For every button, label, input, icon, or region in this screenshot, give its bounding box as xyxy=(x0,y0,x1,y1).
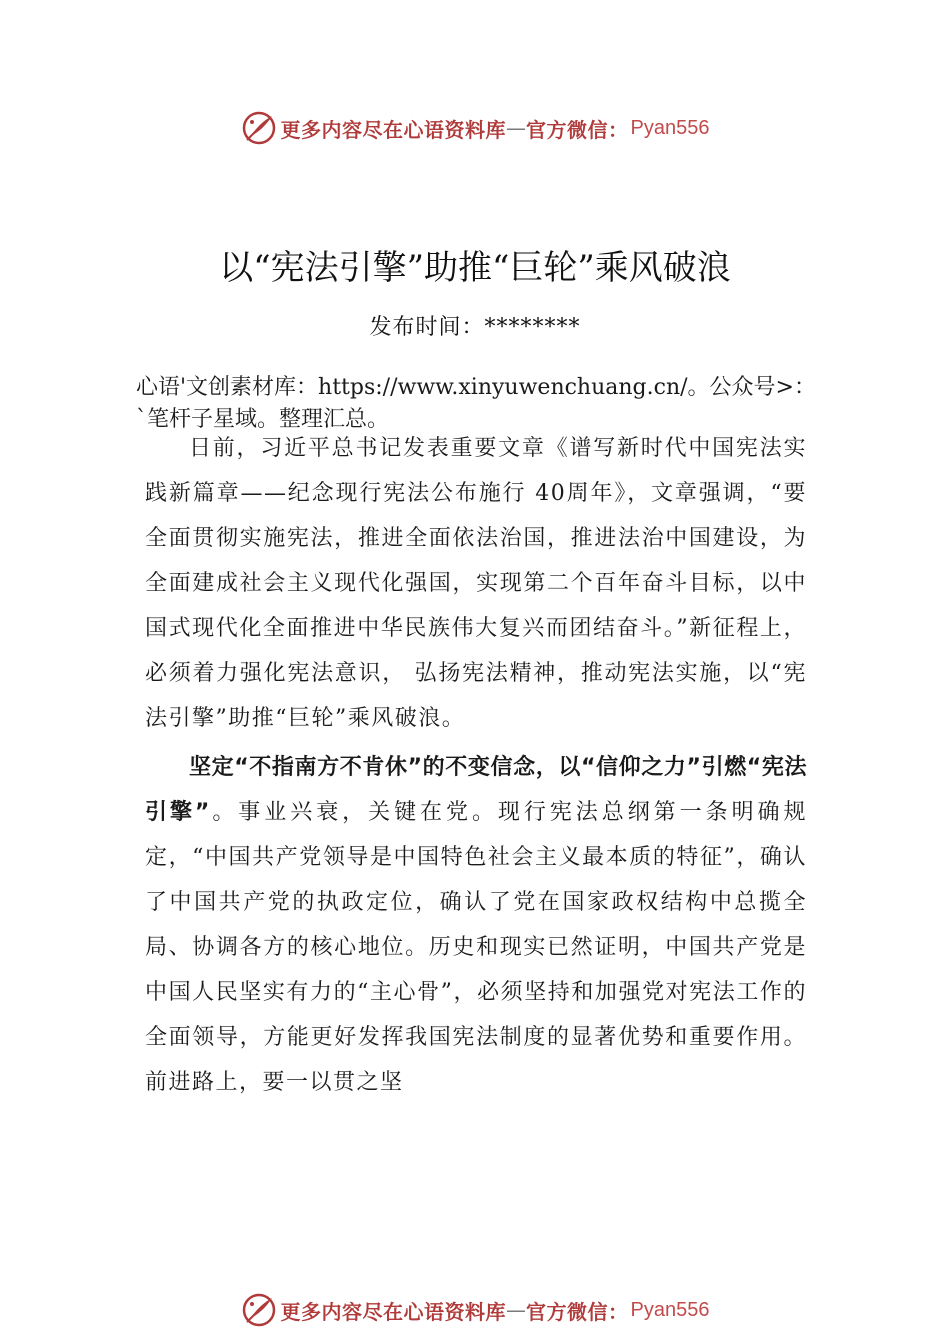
paragraph-1-text: 日前，习近平总书记发表重要文章《谱写新时代中国宪法实践新篇章——纪念现行宪法公布施行 40周年》，文章强调，“要全面贯彻实施宪法，推进全面依法治国，推进法治中国建设，为全面建成社会主义现代化强国，实现第二个百年奋斗目标，以中国式现代化全面推进中华民族伟大复兴而团结奋斗。”新征程上，必须着力强化宪法意识， 弘扬宪法精神，推动宪法实施，以“宪法引擎”助推“巨轮”乘风破浪。 xyxy=(145,436,807,731)
paragraph-2-lead: 坚定“不指南方不肯休”的不变信念，以“信仰之力”引燃“宪法引擎” xyxy=(145,755,807,825)
banner-contact-label: 官方微信： xyxy=(526,1299,629,1324)
paragraph-2 xyxy=(145,745,807,1105)
footer-banner xyxy=(0,1290,950,1330)
publish-time: 发布时间：******** xyxy=(369,315,581,340)
banner-contact-id: Pyan556 xyxy=(630,1298,710,1321)
feather-quill-icon xyxy=(241,1292,277,1328)
paragraph-2-text: 。事业兴衰，关键在党。现行宪法总纲第一条明确规定，“中国共产党领导是中国特色社会主义最本质的特征”，确认了中国共产党的执政定位，确认了党在国家政权结构中总揽全局、协调各方的核心地位。历史和现实已然证明，中国共产党是中国人民坚实有力的“主心骨”，必须坚持和加强党对宪法工作的全面领导，方能更好发挥我国宪法制度的显著优势和重要作用。前进路上，要一以贯之坚 xyxy=(145,800,807,1095)
header-banner xyxy=(0,108,950,148)
banner-separator: — xyxy=(506,1298,527,1322)
banner-slogan: 更多内容尽在心语资料库 xyxy=(280,1299,507,1324)
banner-contact-id: Pyan556 xyxy=(630,116,710,139)
article-body xyxy=(145,426,807,1109)
document-title: 以“宪法引擎”助推“巨轮”乘风破浪 xyxy=(219,248,731,288)
banner-slogan: 更多内容尽在心语资料库 xyxy=(280,117,507,142)
banner-separator: — xyxy=(506,116,527,140)
feather-quill-icon xyxy=(241,110,277,146)
banner-contact-label: 官方微信： xyxy=(526,117,629,142)
paragraph-1 xyxy=(145,426,807,741)
source-note: 心语'文创素材库：https://www.xinyuwenchuang.cn/。公众号>：`笔杆子星域。整理汇总。 xyxy=(136,375,816,432)
